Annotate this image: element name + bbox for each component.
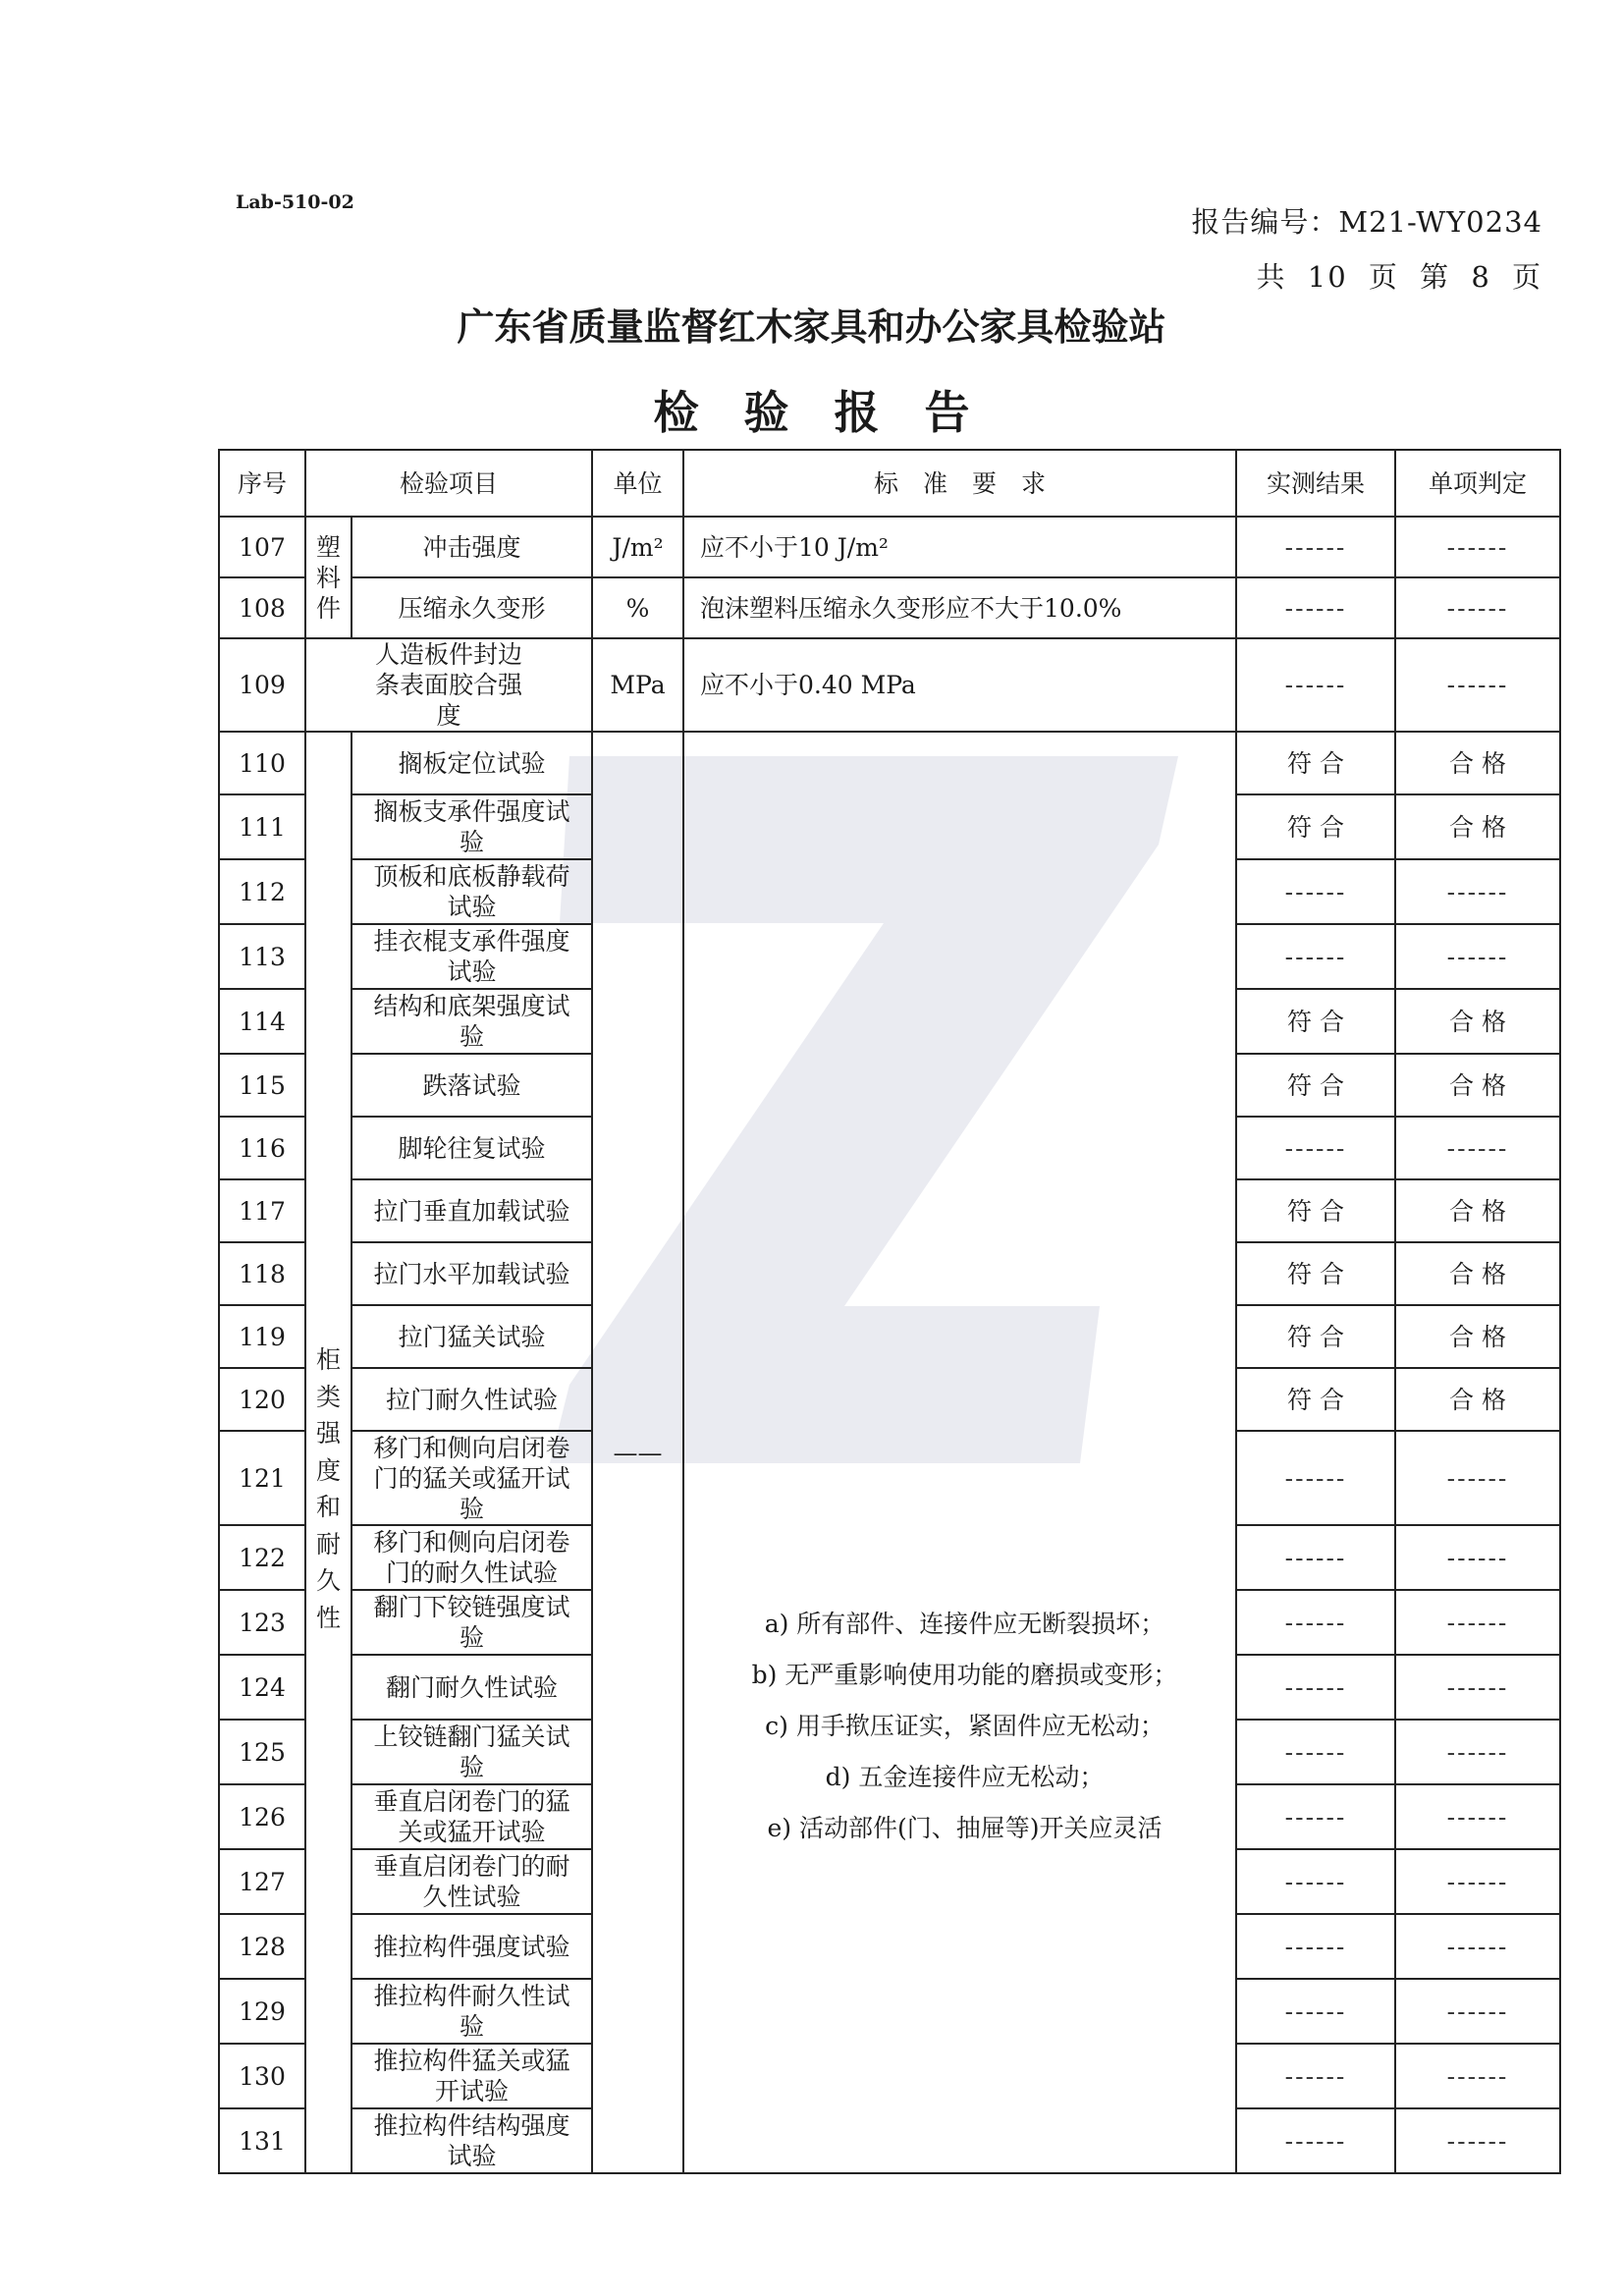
row-no: 108 bbox=[219, 577, 305, 638]
requirement-item: e) 活动部件(门、抽屉等)开关应灵活 bbox=[767, 1814, 1163, 1842]
row-item: 拉门猛关试验 bbox=[352, 1305, 592, 1368]
group-plastic-parts: 塑 料 件 bbox=[305, 517, 352, 638]
row-item: 推拉构件结构强度试验 bbox=[352, 2108, 592, 2173]
row-verdict: ------ bbox=[1395, 1525, 1560, 1590]
row-verdict: ------ bbox=[1395, 638, 1560, 732]
row-result: 符 合 bbox=[1236, 794, 1395, 859]
col-header-no: 序号 bbox=[219, 450, 305, 517]
row-verdict: ------ bbox=[1395, 1784, 1560, 1849]
row-result: 符 合 bbox=[1236, 1305, 1395, 1368]
row-result: ------ bbox=[1236, 2044, 1395, 2108]
row-verdict: 合 格 bbox=[1395, 1179, 1560, 1242]
row-verdict: ------ bbox=[1395, 1431, 1560, 1525]
row-verdict: ------ bbox=[1395, 924, 1560, 989]
row-result: ------ bbox=[1236, 1117, 1395, 1179]
row-result: ------ bbox=[1236, 638, 1395, 732]
row-result: ------ bbox=[1236, 924, 1395, 989]
row-result: 符 合 bbox=[1236, 1179, 1395, 1242]
row-verdict: 合 格 bbox=[1395, 1305, 1560, 1368]
row-requirement-list bbox=[683, 732, 1236, 2173]
row-no: 120 bbox=[219, 1368, 305, 1431]
row-verdict: ------ bbox=[1395, 577, 1560, 638]
row-no: 110 bbox=[219, 732, 305, 794]
row-result: 符 合 bbox=[1236, 1368, 1395, 1431]
row-verdict: 合 格 bbox=[1395, 1242, 1560, 1305]
row-result: ------ bbox=[1236, 859, 1395, 924]
row-result: ------ bbox=[1236, 1525, 1395, 1590]
row-no: 115 bbox=[219, 1054, 305, 1117]
row-verdict: 合 格 bbox=[1395, 989, 1560, 1054]
row-item: 脚轮往复试验 bbox=[352, 1117, 592, 1179]
row-requirement: 泡沫塑料压缩永久变形应不大于10.0% bbox=[683, 577, 1236, 638]
row-no: 111 bbox=[219, 794, 305, 859]
row-unit: J/m² bbox=[592, 517, 683, 577]
col-header-item: 检验项目 bbox=[305, 450, 592, 517]
row-unit: —— bbox=[592, 732, 683, 2173]
row-result: ------ bbox=[1236, 517, 1395, 577]
lab-code: Lab-510-02 bbox=[236, 191, 354, 213]
col-header-requirement: 标 准 要 求 bbox=[683, 450, 1236, 517]
row-item: 垂直启闭卷门的猛关或猛开试验 bbox=[352, 1784, 592, 1849]
row-item: 搁板定位试验 bbox=[352, 732, 592, 794]
row-no: 113 bbox=[219, 924, 305, 989]
row-no: 116 bbox=[219, 1117, 305, 1179]
row-item: 翻门下铰链强度试验 bbox=[352, 1590, 592, 1655]
page-info: 共 10 页 第 8 页 bbox=[1256, 260, 1542, 294]
row-verdict: ------ bbox=[1395, 517, 1560, 577]
row-no: 128 bbox=[219, 1914, 305, 1979]
row-no: 125 bbox=[219, 1720, 305, 1784]
row-no: 112 bbox=[219, 859, 305, 924]
row-item: 跌落试验 bbox=[352, 1054, 592, 1117]
row-unit: MPa bbox=[592, 638, 683, 732]
row-item: 推拉构件强度试验 bbox=[352, 1914, 592, 1979]
row-result: ------ bbox=[1236, 1914, 1395, 1979]
row-verdict: ------ bbox=[1395, 2108, 1560, 2173]
row-item: 拉门耐久性试验 bbox=[352, 1368, 592, 1431]
row-result: ------ bbox=[1236, 1431, 1395, 1525]
row-item: 上铰链翻门猛关试验 bbox=[352, 1720, 592, 1784]
row-result: ------ bbox=[1236, 1720, 1395, 1784]
table-row bbox=[219, 732, 1560, 794]
col-header-unit: 单位 bbox=[592, 450, 683, 517]
row-no: 107 bbox=[219, 517, 305, 577]
row-no: 109 bbox=[219, 638, 305, 732]
row-no: 117 bbox=[219, 1179, 305, 1242]
row-item: 推拉构件耐久性试验 bbox=[352, 1979, 592, 2044]
row-result: 符 合 bbox=[1236, 1054, 1395, 1117]
row-item: 顶板和底板静载荷试验 bbox=[352, 859, 592, 924]
row-item: 搁板支承件强度试验 bbox=[352, 794, 592, 859]
group-cabinet-strength: 柜 类 强 度 和 耐 久 性 bbox=[305, 732, 352, 2173]
row-result: ------ bbox=[1236, 2108, 1395, 2173]
row-no: 124 bbox=[219, 1655, 305, 1720]
report-number: 报告编号：M21-WY0234 bbox=[1191, 205, 1542, 239]
row-unit: % bbox=[592, 577, 683, 638]
requirement-item: b) 无严重影响使用功能的磨损或变形； bbox=[751, 1661, 1178, 1689]
row-verdict: ------ bbox=[1395, 1979, 1560, 2044]
row-item: 结构和底架强度试验 bbox=[352, 989, 592, 1054]
row-requirement: 应不小于0.40 MPa bbox=[683, 638, 1236, 732]
row-item: 挂衣棍支承件强度试验 bbox=[352, 924, 592, 989]
row-no: 127 bbox=[219, 1849, 305, 1914]
row-verdict: ------ bbox=[1395, 1590, 1560, 1655]
row-verdict: ------ bbox=[1395, 1849, 1560, 1914]
row-no: 126 bbox=[219, 1784, 305, 1849]
row-result: ------ bbox=[1236, 1655, 1395, 1720]
row-item: 拉门水平加载试验 bbox=[352, 1242, 592, 1305]
table-header-row bbox=[219, 450, 1560, 517]
table-row bbox=[219, 638, 1560, 732]
row-item: 压缩永久变形 bbox=[352, 577, 592, 638]
row-item: 冲击强度 bbox=[352, 517, 592, 577]
organization-name: 广东省质量监督红木家具和办公家具检验站 bbox=[457, 305, 1166, 349]
row-no: 122 bbox=[219, 1525, 305, 1590]
row-no: 114 bbox=[219, 989, 305, 1054]
row-result: ------ bbox=[1236, 1784, 1395, 1849]
row-result: 符 合 bbox=[1236, 732, 1395, 794]
requirement-item: c) 用手揿压证实，紧固件应无松动； bbox=[765, 1712, 1164, 1740]
row-verdict: ------ bbox=[1395, 1655, 1560, 1720]
row-result: ------ bbox=[1236, 1849, 1395, 1914]
table-row bbox=[219, 577, 1560, 638]
row-no: 131 bbox=[219, 2108, 305, 2173]
col-header-verdict: 单项判定 bbox=[1395, 450, 1560, 517]
row-verdict: 合 格 bbox=[1395, 794, 1560, 859]
row-verdict: ------ bbox=[1395, 1914, 1560, 1979]
requirement-item: d) 五金连接件应无松动； bbox=[825, 1763, 1105, 1791]
row-result: 符 合 bbox=[1236, 1242, 1395, 1305]
row-no: 121 bbox=[219, 1431, 305, 1525]
row-item: 垂直启闭卷门的耐久性试验 bbox=[352, 1849, 592, 1914]
row-item: 拉门垂直加载试验 bbox=[352, 1179, 592, 1242]
row-verdict: ------ bbox=[1395, 859, 1560, 924]
col-header-result: 实测结果 bbox=[1236, 450, 1395, 517]
row-result: ------ bbox=[1236, 1979, 1395, 2044]
row-result: ------ bbox=[1236, 1590, 1395, 1655]
row-item: 推拉构件猛关或猛开试验 bbox=[352, 2044, 592, 2108]
row-no: 119 bbox=[219, 1305, 305, 1368]
row-verdict: ------ bbox=[1395, 1117, 1560, 1179]
row-item: 移门和侧向启闭卷门的猛关或猛开试验 bbox=[352, 1431, 592, 1525]
row-no: 118 bbox=[219, 1242, 305, 1305]
row-item: 人造板件封边条表面胶合强度 bbox=[305, 638, 592, 732]
row-requirement: 应不小于10 J/m² bbox=[683, 517, 1236, 577]
row-no: 123 bbox=[219, 1590, 305, 1655]
row-verdict: 合 格 bbox=[1395, 1054, 1560, 1117]
row-item: 翻门耐久性试验 bbox=[352, 1655, 592, 1720]
row-no: 130 bbox=[219, 2044, 305, 2108]
table-row bbox=[219, 517, 1560, 577]
row-verdict: ------ bbox=[1395, 2044, 1560, 2108]
row-verdict: 合 格 bbox=[1395, 1368, 1560, 1431]
row-verdict: 合 格 bbox=[1395, 732, 1560, 794]
row-result: 符 合 bbox=[1236, 989, 1395, 1054]
requirement-item: a) 所有部件、连接件应无断裂损坏； bbox=[764, 1610, 1165, 1638]
inspection-table bbox=[218, 449, 1561, 2174]
row-no: 129 bbox=[219, 1979, 305, 2044]
row-result: ------ bbox=[1236, 577, 1395, 638]
row-item: 移门和侧向启闭卷门的耐久性试验 bbox=[352, 1525, 592, 1590]
row-verdict: ------ bbox=[1395, 1720, 1560, 1784]
document-title: 检验报告 bbox=[653, 386, 1015, 439]
